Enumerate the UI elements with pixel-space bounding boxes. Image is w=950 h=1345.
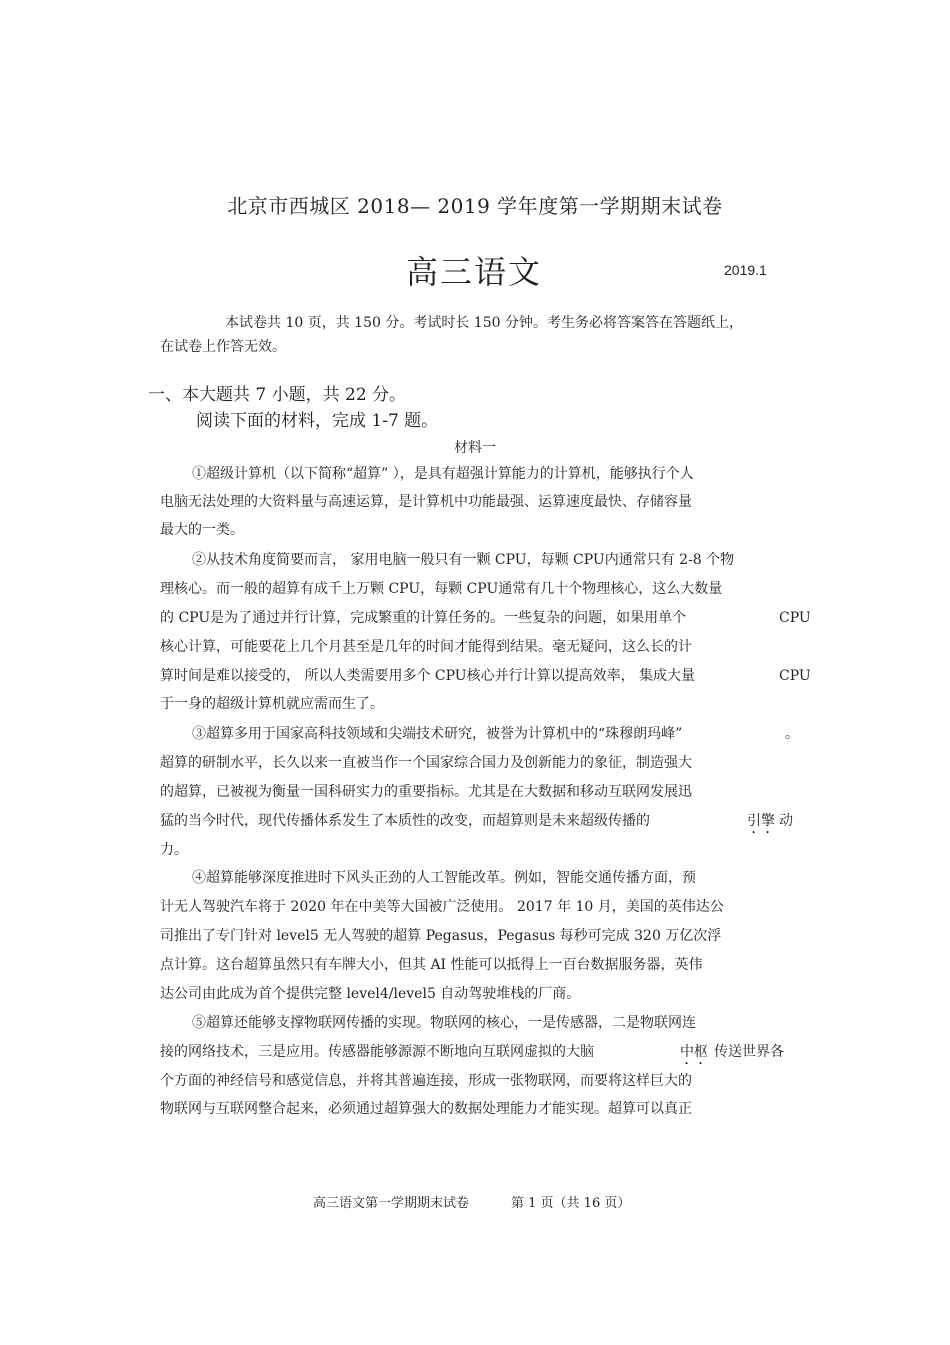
notice-line-1: 本试卷共 10 页，共 150 分。考试时长 150 分钟。考生务必将答案答在答题纸上，	[225, 315, 743, 331]
paragraph-2-line-tail: CPU	[779, 610, 811, 626]
section-heading: 一、本大题共 7 小题，共 22 分。	[148, 385, 407, 405]
paragraph-2-line: 核心计算，可能要花上几个月甚至是几年的时间才能得到结果。毫无疑问，这么长的计	[160, 639, 692, 655]
paragraph-4-line: 计无人驾驶汽车将于 2020 年在中美等大国被广泛使用。 2017 年 10 月，美国的英伟达公	[160, 899, 724, 915]
paragraph-1-line: ①超级计算机（以下简称“超算” ），是具有超强计算能力的计算机，能够执行个人	[192, 466, 694, 482]
paragraph-2-line: 于一身的超级计算机就应需而生了。	[160, 696, 384, 712]
paragraph-4-line: 点计算。这台超算虽然只有车牌大小，但其 AI 性能可以抵得上一百台数据服务器，英伟	[160, 957, 703, 973]
paragraph-5-line: 个方面的神经信号和感觉信息，并将其普遍连接，形成一张物联网，而要将这样巨大的	[160, 1073, 692, 1089]
paragraph-2-line: 算时间是难以接受的， 所以人类需要用多个 CPU核心并行计算以提高效率， 集成大量	[160, 668, 696, 684]
paragraph-3-line-tail: 。	[785, 726, 799, 742]
paragraph-2-line: ②从技术角度简要而言， 家用电脑一般只有一颗 CPU，每颗 CPU内通常只有 2-8 个物	[192, 552, 735, 568]
paragraph-4-line: 司推出了专门针对 level5 无人驾驶的超算 Pegasus，Pegasus 每秒可完成 320 万亿次浮	[160, 928, 722, 944]
paragraph-3-line-tail: 动	[779, 813, 793, 829]
emphasized-word: 中枢	[680, 1044, 708, 1060]
paragraph-2-line: 的 CPU是为了通过并行计算，完成繁重的计算任务的。一些复杂的问题，如果用单个	[160, 610, 687, 626]
paragraph-3-line: ③超算多用于国家高科技领域和尖端技术研究，被誉为计算机中的“珠穆朗玛峰”	[192, 726, 683, 742]
paragraph-4-line: 达公司由此成为首个提供完整 level4/level5 自动驾驶堆栈的厂商。	[160, 986, 581, 1002]
paragraph-5-line: 接的网络技术，三是应用。传感器能够源源不断地向互联网虚拟的大脑	[160, 1044, 594, 1060]
subject-title: 高三语文	[406, 253, 543, 291]
paragraph-3-line: 力。	[160, 842, 188, 858]
material-label: 材料一	[454, 440, 496, 456]
paragraph-5-line: 物联网与互联网整合起来，必须通过超算强大的数据处理能力才能实现。超算可以真正	[160, 1101, 692, 1117]
paragraph-3-line: 的超算，已被视为衡量一国科研实力的重要指标。尤其是在大数据和移动互联网发展迅	[160, 784, 692, 800]
paragraph-1-line: 最大的一类。	[160, 522, 244, 538]
paragraph-3-line: 超算的研制水平，长久以来一直被当作一个国家综合国力及创新能力的象征，制造强大	[160, 755, 692, 771]
paragraph-2-line-tail: CPU	[779, 668, 811, 684]
paragraph-2-line: 理核心。而一般的超算有成千上万颗 CPU，每颗 CPU通常有几十个物理核心，这么大数量	[160, 581, 723, 597]
footer-exam-name: 高三语文第一学期期末试卷	[313, 1196, 470, 1211]
notice-line-2: 在试卷上作答无效。	[160, 339, 286, 355]
emphasized-word: 引擎	[747, 813, 775, 829]
paragraph-5-line-tail: 传送世界各	[714, 1044, 784, 1060]
exam-date: 2019.1	[724, 262, 767, 278]
paragraph-4-line: ④超算能够深度推进时下风头正劲的人工智能改革。例如，智能交通传播方面，预	[192, 870, 696, 886]
paragraph-5-line: ⑤超算还能够支撑物联网传播的实现。物联网的核心，一是传感器，二是物联网连	[192, 1015, 696, 1031]
paragraph-3-line: 猛的当今时代，现代传播体系发生了本质性的改变，而超算则是未来超级传播的	[160, 813, 650, 829]
footer-page-number: 第 1 页（共 16 页）	[511, 1196, 631, 1211]
paragraph-1-line: 电脑无法处理的大资料量与高速运算，是计算机中功能最强、运算速度最快、存储容量	[160, 494, 692, 510]
exam-title: 北京市西城区 2018— 2019 学年度第一学期期末试卷	[227, 194, 723, 218]
section-instruction: 阅读下面的材料，完成 1-7 题。	[196, 411, 439, 431]
